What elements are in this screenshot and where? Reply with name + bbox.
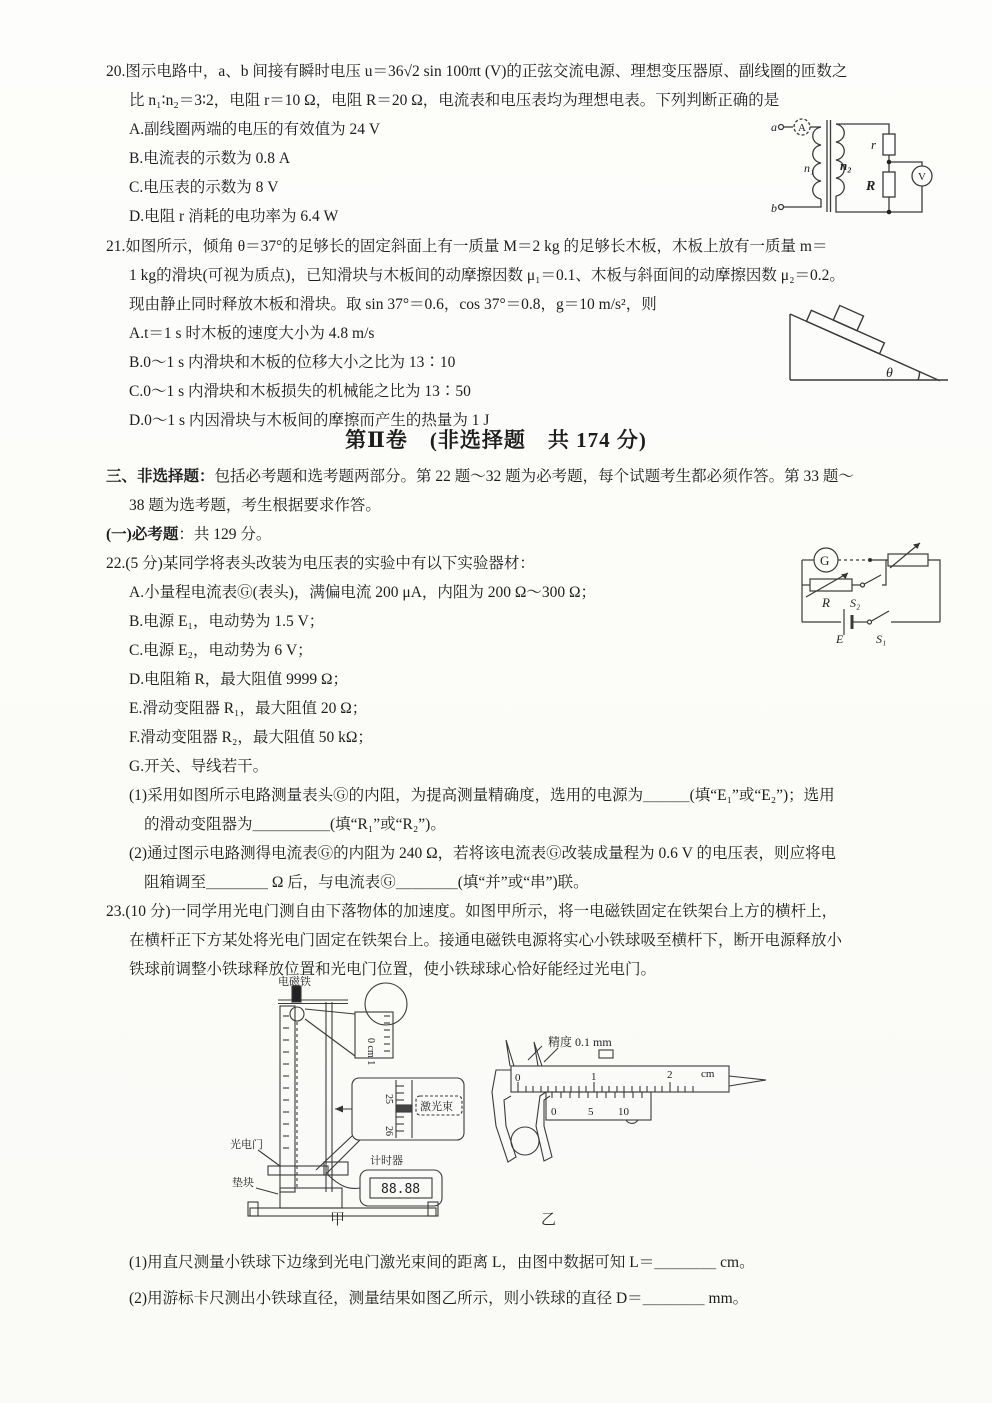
precision-label: 精度 0.1 mm [548, 1035, 612, 1049]
q20-option-d: D.电阻 r 消耗的电功率为 6.4 W [129, 208, 339, 225]
q20-option-b: B.电流表的示数为 0.8 A [129, 150, 291, 167]
galvanometer-circuit-svg [792, 540, 952, 650]
apparatus-structure [248, 983, 464, 1216]
apparatus-arrow [335, 1106, 343, 1113]
main-scale-0: 0 [515, 1072, 521, 1084]
q22-sub1-line1: (1)采用如图所示电路测量表头Ⓖ的内阻，为提高测量精确度，选用的电源为＿＿＿(填“E₁”或“E₂”)；选用 [129, 787, 835, 804]
vernier-10: 10 [618, 1106, 629, 1118]
q22-item-c: C.电源 E₂，电动势为 6 V； [129, 642, 313, 659]
incline-shape [790, 300, 951, 381]
timer-label: 计时器 [370, 1155, 403, 1167]
instructions-line-1 [106, 462, 916, 491]
q22-item-f: F.滑动变阻器 R₂，最大阻值 50 kΩ； [129, 729, 373, 746]
q20-line-1: 20.图示电路中，a、b 间接有瞬时电压 u＝36√2 sin 100πt (V)的正弦交流电源、理想变压器原、副线圈的匝数之 [106, 63, 848, 80]
terminal-a-label: a [771, 120, 777, 134]
q20-option-c: C.电压表的示数为 8 V [129, 179, 279, 196]
q22-sub2-line1: (2)通过图示电路测得电流表Ⓖ的内阻为 240 Ω，若将该电流表Ⓖ改装成量程为 0.6 V 的电压表，则应将电 [129, 845, 837, 862]
q20-line-2: 比 n₁∶n₂＝3∶2，电阻 r＝10 Ω，电阻 R＝20 Ω，电流表和电压表均为理想电表。下列判断正确的是 [129, 92, 780, 109]
required-rest: ：共 129 分。 [178, 526, 272, 543]
instructions-head: 三、非选择题： [106, 468, 215, 485]
caliper-body [492, 1040, 766, 1162]
battery-e-label: E [836, 632, 844, 646]
q22-item-a: A.小量程电流表Ⓖ(表头)，满偏电流 200 μA，内阻为 200 Ω～300 Ω； [129, 584, 597, 601]
secondary-turns-label: n₂ [840, 158, 852, 173]
q22-sub2-line2: 阻箱调至＿＿＿＿ Ω 后，与电流表Ⓖ＿＿＿＿(填“并”或“串”)联。 [144, 874, 589, 891]
q23-subquestions [106, 1248, 916, 1313]
q23-sub1: (1)用直尺测量小铁球下边缘到光电门激光束间的距离 L，由图中数据可知 L＝＿＿＿＿ cm。 [129, 1254, 755, 1271]
ruler-tick-26: 26 [383, 1126, 394, 1136]
main-scale-unit: cm [701, 1068, 715, 1080]
resistor-r-label: r [871, 137, 877, 152]
instructions-line-2: 38 题为选考题，考生根据要求作答。 [129, 497, 381, 514]
q22-item-g: G.开关、导线若干。 [129, 758, 269, 775]
q21-line-3: 现由静止同时释放木板和滑块。取 sin 37°＝0.6，cos 37°＝0.8，g＝10 m/s²，则 [129, 296, 657, 313]
vernier-caliper-svg [466, 1030, 802, 1186]
photogate-label: 光电门 [230, 1139, 263, 1151]
q21-line-1: 21.如图所示，倾角 θ＝37°的足够长的固定斜面上有一质量 M＝2 kg 的足够长木板，木板上放有一质量 m＝ [106, 238, 828, 255]
question-23 [106, 897, 916, 984]
q22-item-d: D.电阻箱 R，最大阻值 9999 Ω； [129, 671, 349, 688]
section-instructions [106, 462, 916, 549]
vernier-0: 0 [551, 1106, 557, 1118]
ruler-tick-25: 25 [383, 1094, 394, 1104]
electromagnet-label: 电磁铁 [278, 976, 311, 988]
q20-option-a: A.副线圈两端的电压的有效值为 24 V [129, 121, 381, 138]
galvanometer-icon: G [820, 553, 830, 568]
pad-block-label: 垫块 [232, 1177, 254, 1189]
ruler-zoom-label: 0 cm 1 [365, 1038, 376, 1066]
freefall-apparatus-svg [228, 976, 480, 1224]
main-scale-2: 2 [667, 1069, 673, 1081]
figure-caption-jia: 甲 [330, 1212, 346, 1228]
ammeter-icon: A [798, 122, 806, 134]
vernier-caliper-figure [466, 1030, 802, 1186]
q22-stem: 22.(5 分)某同学将表头改装为电压表的实验中有以下实验器材： [106, 555, 535, 572]
incline-svg [776, 300, 956, 396]
timer-display: 88.88 [381, 1182, 421, 1197]
laser-beam-label: 激光束 [420, 1101, 453, 1113]
q22-sub1-line2: 的滑动变阻器为＿＿＿＿＿(填“R₁”或“R₂”)。 [144, 816, 446, 833]
circuit-arrowheads [841, 543, 920, 579]
q22-item-b: B.电源 E₁，电动势为 1.5 V； [129, 613, 325, 630]
incline-figure [776, 300, 956, 396]
voltmeter-icon: V [918, 171, 926, 183]
terminal-b-label: b [771, 201, 777, 215]
q23-line-2: 在横杆正下方某处将光电门固定在铁架台上。接通电磁铁电源将实心小铁球吸至横杆下，断开电源释放小 [129, 932, 843, 949]
resistor-R-label: R [866, 179, 876, 194]
primary-turns-label: n₁ [804, 161, 815, 175]
variable-resistor-label: R [822, 595, 830, 610]
transformer-circuit-figure [768, 112, 956, 232]
transformer-circuit-svg [768, 112, 956, 232]
theta-label: θ [886, 366, 893, 381]
q23-line-1: 23.(10 分)一同学用光电门测自由下落物体的加速度。如图甲所示，将一电磁铁固定在铁架台上方的横杆上， [106, 903, 838, 920]
main-scale-1: 1 [591, 1071, 597, 1083]
figure-caption-yi: 乙 [541, 1212, 557, 1228]
vernier-5: 5 [588, 1106, 594, 1118]
q21-option-a: A.t＝1 s 时木板的速度大小为 4.8 m/s [129, 325, 375, 342]
galvanometer-circuit-figure [792, 540, 952, 650]
switch-s2-label: S₂ [850, 596, 861, 610]
instructions-rest: 包括必考题和选考题两部分。第 22 题～32 题为必考题，每个试题考生都必须作答。第 33 题～ [214, 468, 854, 485]
q22-item-e: E.滑动变阻器 R₁，最大阻值 20 Ω； [129, 700, 368, 717]
q23-sub2: (2)用游标卡尺测出小铁球直径，测量结果如图乙所示，则小铁球的直径 D＝＿＿＿＿ mm。 [129, 1290, 749, 1307]
q23-line-3: 铁球前调整小铁球释放位置和光电门位置，使小铁球球心恰好能经过光电门。 [129, 961, 657, 978]
q21-option-d: D.0～1 s 内因滑块与木板间的摩擦而产生的热量为 1 J [129, 412, 490, 429]
section-2-title: 第Ⅱ卷 (非选择题 共 174 分) [345, 428, 647, 452]
q21-line-2: 1 kg的滑块(可视为质点)，已知滑块与木板间的动摩擦因数 μ₁＝0.1、木板与斜面间的动摩擦因数 μ₂＝0.2。 [129, 267, 845, 284]
freefall-apparatus-figure [228, 976, 480, 1224]
switch-s1-label: S₁ [876, 632, 887, 646]
q21-option-c: C.0～1 s 内滑块和木板损失的机械能之比为 13∶50 [129, 383, 471, 400]
required-head: (一)必考题 [106, 526, 179, 543]
q21-option-b: B.0～1 s 内滑块和木板的位移大小之比为 13∶10 [129, 354, 456, 371]
